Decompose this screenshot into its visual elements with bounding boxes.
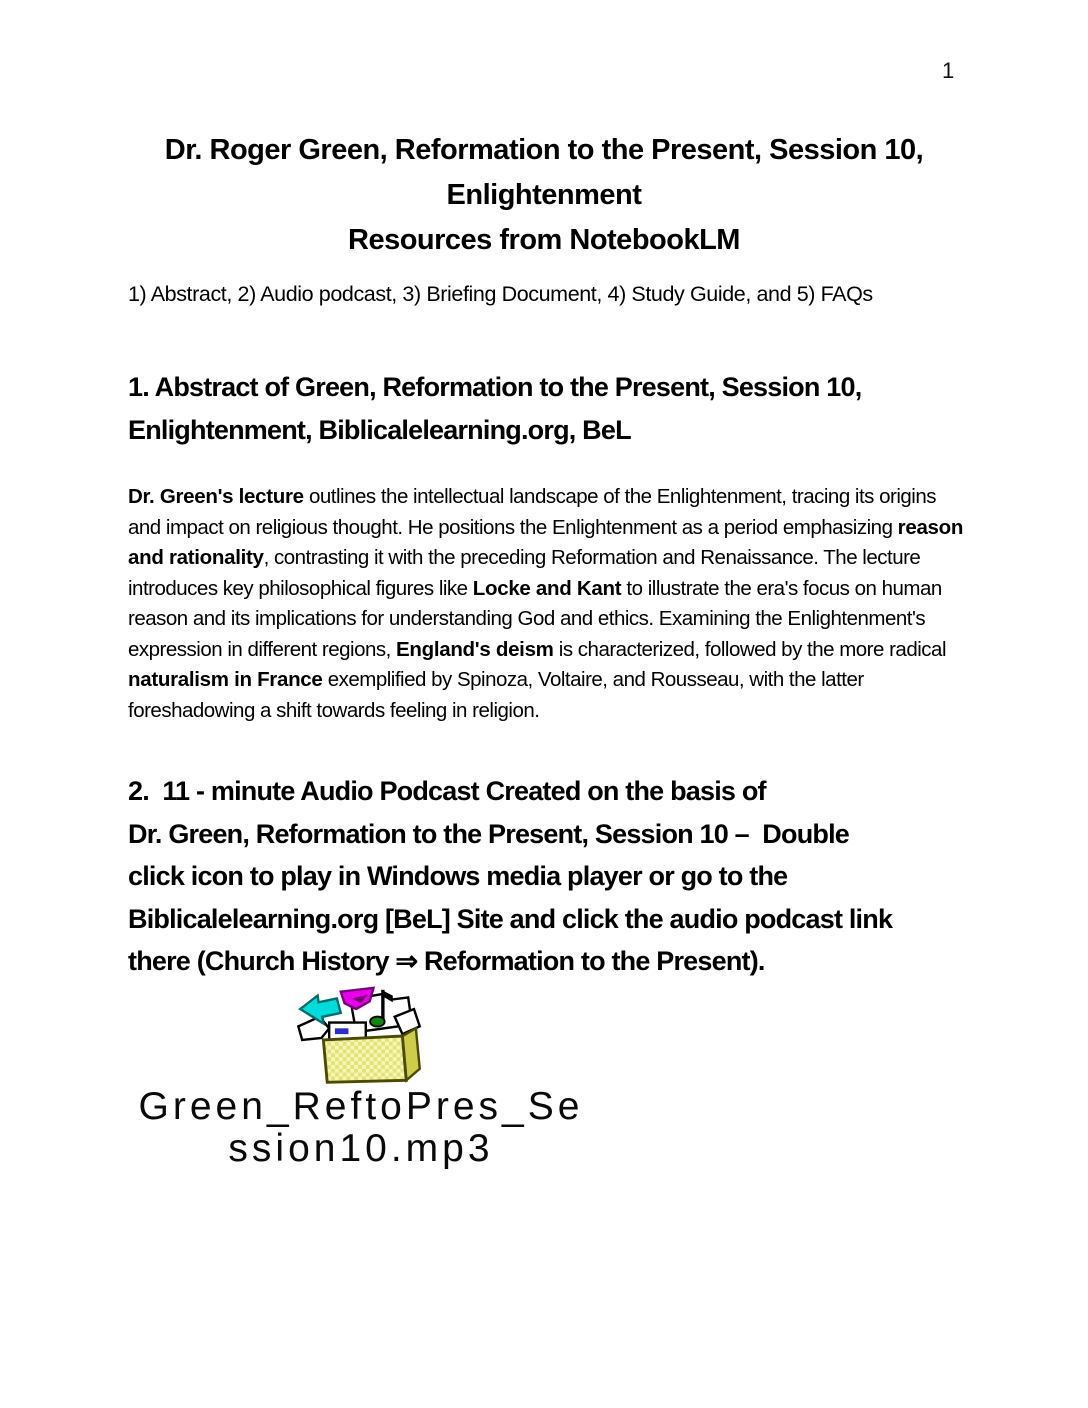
filename-line-2[interactable]: ssion10.mp3 (228, 1127, 494, 1170)
section2-heading-line-3: click icon to play in Windows media player or go to the (128, 861, 788, 891)
attachment-filename[interactable] (122, 1086, 600, 1170)
section1-heading (128, 366, 980, 452)
filename-line-1[interactable]: Green_ReftoPres_Se (138, 1085, 584, 1128)
contents-list-line: 1) Abstract, 2) Audio podcast, 3) Briefing Document, 4) Study Guide, and 5) FAQs (128, 282, 873, 306)
abstract-paragraph: Dr. Green's lecture outlines the intellectual landscape of the Enlightenment, tracing its origins and impact on religious thought. He positions the Enlightenment as a period emphasizing reason and rationality, contrasting it with the preceding Reformation and Renaissance. The lecture introduces key philosophical figures like Locke and Kant to illustrate the era's focus on human reason and its implications for understanding God and ethics. Examining the Enlightenment's expression in different regions, England's deism is characterized, followed by the more radical naturalism in France exemplified by Spinoza, Voltaire, and Rousseau, with the latter foreshadowing a shift towards feeling in religion. (128, 485, 964, 722)
section2-heading-line-4: Biblicalelearning.org [BeL] Site and click the audio podcast link (128, 903, 893, 934)
document-title (124, 128, 964, 263)
page-number: 1 (942, 58, 955, 83)
title-line-3: Resources from NotebookLM (348, 224, 740, 256)
section1-heading-line-1: 1. Abstract of Green, Reformation to the Present, Session 10, (128, 372, 862, 402)
section2-heading (128, 770, 980, 983)
title-line-1: Dr. Roger Green, Reformation to the Present, Session 10, (164, 134, 924, 166)
section1-heading-line-2: Enlightenment, Biblicalelearning.org, BeL (128, 415, 631, 445)
section2-heading-line-5: there (Church History ⇒ Reformation to the Present). (128, 946, 765, 976)
package-icon[interactable] (291, 984, 429, 1090)
section2-heading-line-1: 2. 11 - minute Audio Podcast Created on the basis of (128, 776, 766, 806)
section2-heading-line-2: Dr. Green, Reformation to the Present, Session 10 – Double (128, 818, 849, 849)
title-line-2: Enlightenment (446, 179, 642, 211)
